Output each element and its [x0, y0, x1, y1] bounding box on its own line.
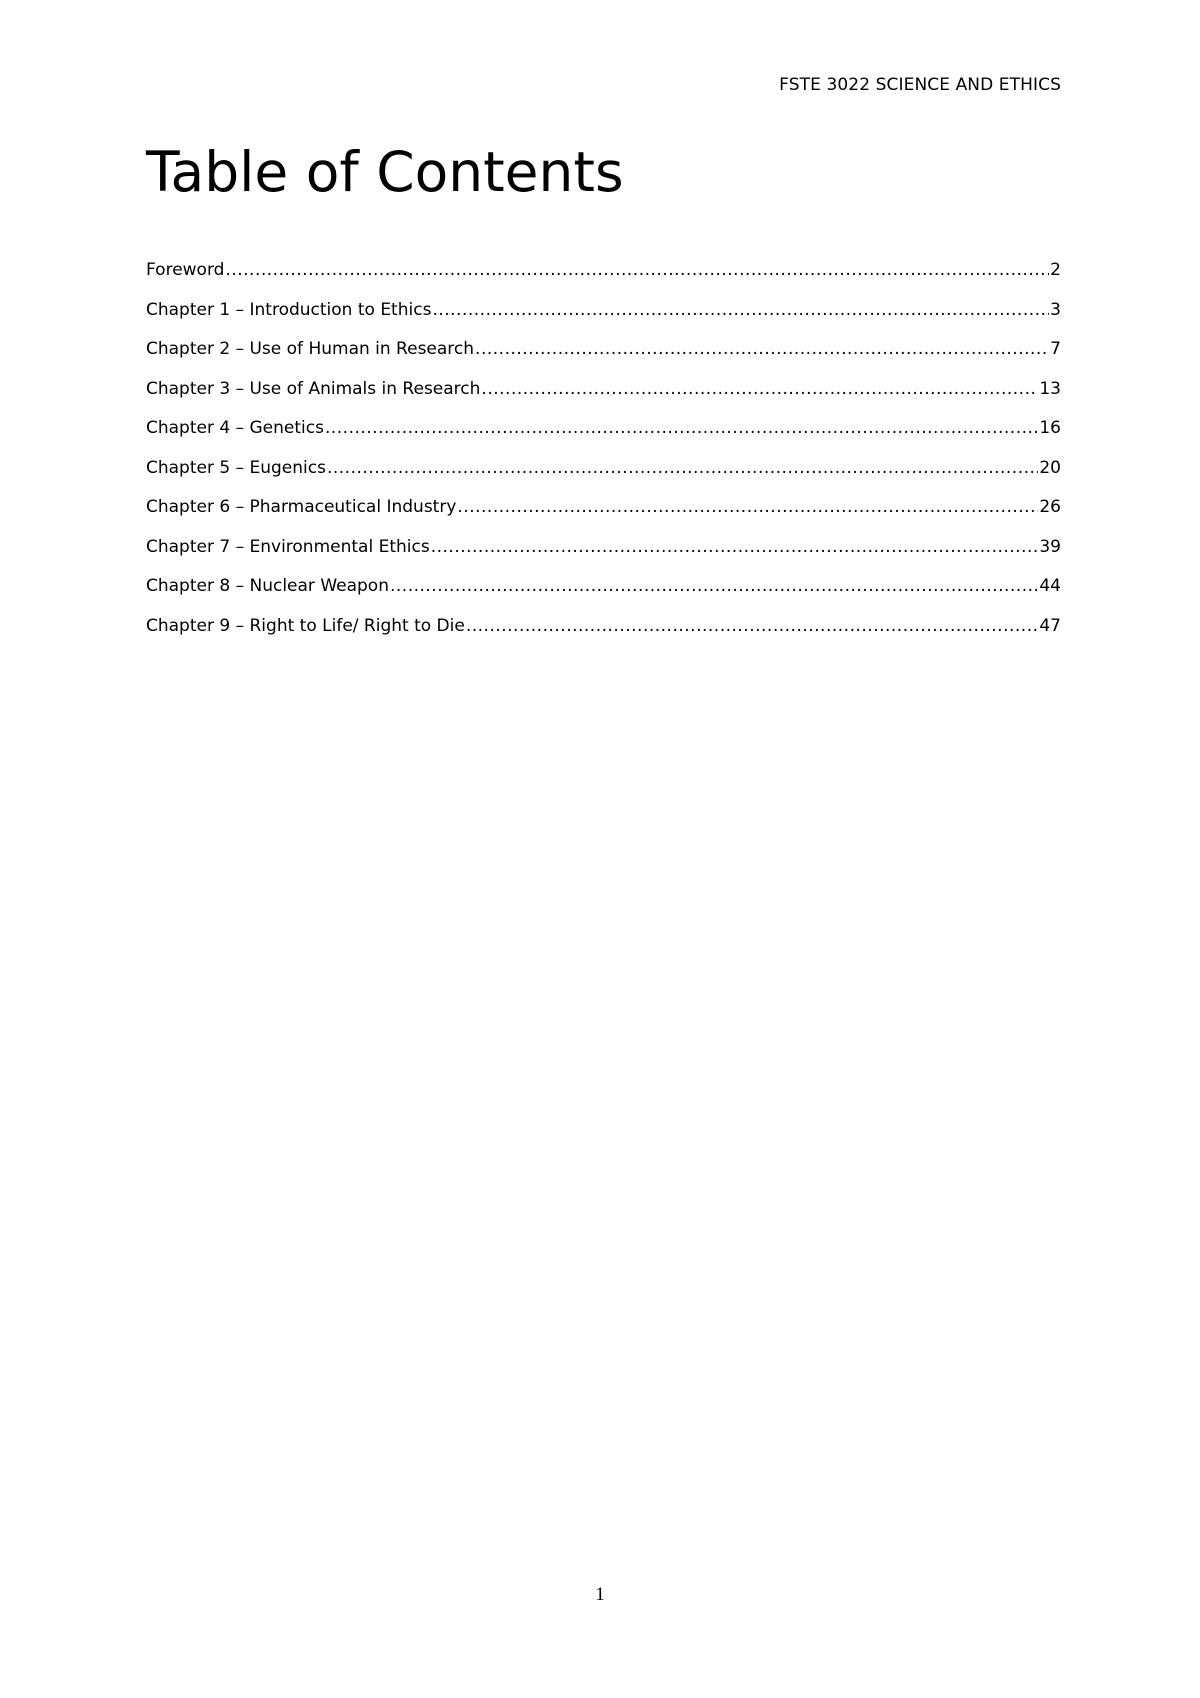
toc-entry-chapter-5[interactable] — [146, 456, 1061, 496]
toc-entry-page: 16 — [1039, 418, 1061, 438]
page-number: 1 — [595, 1584, 605, 1605]
toc-entry-page: 44 — [1039, 576, 1061, 596]
toc-entry-page: 39 — [1039, 536, 1061, 557]
table-of-contents — [146, 258, 1061, 653]
toc-entry-foreword[interactable] — [146, 258, 1061, 298]
toc-dot-leader — [225, 258, 1049, 282]
toc-dot-leader — [327, 456, 1038, 480]
toc-entry-label: Chapter 2 – Use of Human in Research — [146, 339, 475, 359]
toc-entry-chapter-1[interactable] — [146, 298, 1061, 338]
toc-dot-leader — [475, 337, 1049, 361]
toc-entry-label: Chapter 9 – Right to Life/ Right to Die — [146, 615, 465, 636]
toc-entry-label: Chapter 6 – Pharmaceutical Industry — [146, 497, 457, 517]
toc-entry-page: 13 — [1039, 378, 1061, 399]
toc-entry-page: 47 — [1039, 615, 1061, 636]
toc-entry-chapter-4[interactable] — [146, 416, 1061, 456]
toc-entry-label: Foreword — [146, 260, 225, 280]
toc-entry-page: 7 — [1050, 339, 1061, 359]
toc-entry-chapter-2[interactable] — [146, 337, 1061, 377]
toc-dot-leader — [457, 495, 1038, 519]
page-title: Table of Contents — [146, 140, 624, 204]
toc-dot-leader — [432, 298, 1049, 322]
toc-entry-chapter-3[interactable] — [146, 377, 1061, 417]
toc-dot-leader — [431, 535, 1039, 559]
toc-entry-page: 2 — [1050, 260, 1061, 280]
toc-entry-chapter-9[interactable] — [146, 614, 1061, 654]
toc-entry-page: 20 — [1039, 457, 1061, 478]
toc-entry-label: Chapter 1 – Introduction to Ethics — [146, 299, 432, 320]
toc-entry-page: 3 — [1050, 299, 1061, 320]
toc-entry-label: Chapter 4 – Genetics — [146, 418, 324, 438]
toc-dot-leader — [325, 416, 1038, 440]
toc-entry-page: 26 — [1039, 497, 1061, 517]
toc-entry-label: Chapter 5 – Eugenics — [146, 457, 326, 478]
toc-entry-chapter-7[interactable] — [146, 535, 1061, 575]
toc-entry-label: Chapter 7 – Environmental Ethics — [146, 536, 430, 557]
toc-entry-label: Chapter 8 – Nuclear Weapon — [146, 576, 389, 596]
running-header: FSTE 3022 SCIENCE AND ETHICS — [779, 75, 1061, 95]
toc-dot-leader — [481, 377, 1038, 401]
toc-dot-leader — [390, 574, 1038, 598]
toc-entry-label: Chapter 3 – Use of Animals in Research — [146, 378, 481, 399]
toc-dot-leader — [466, 614, 1039, 638]
toc-entry-chapter-6[interactable] — [146, 495, 1061, 535]
toc-entry-chapter-8[interactable] — [146, 574, 1061, 614]
